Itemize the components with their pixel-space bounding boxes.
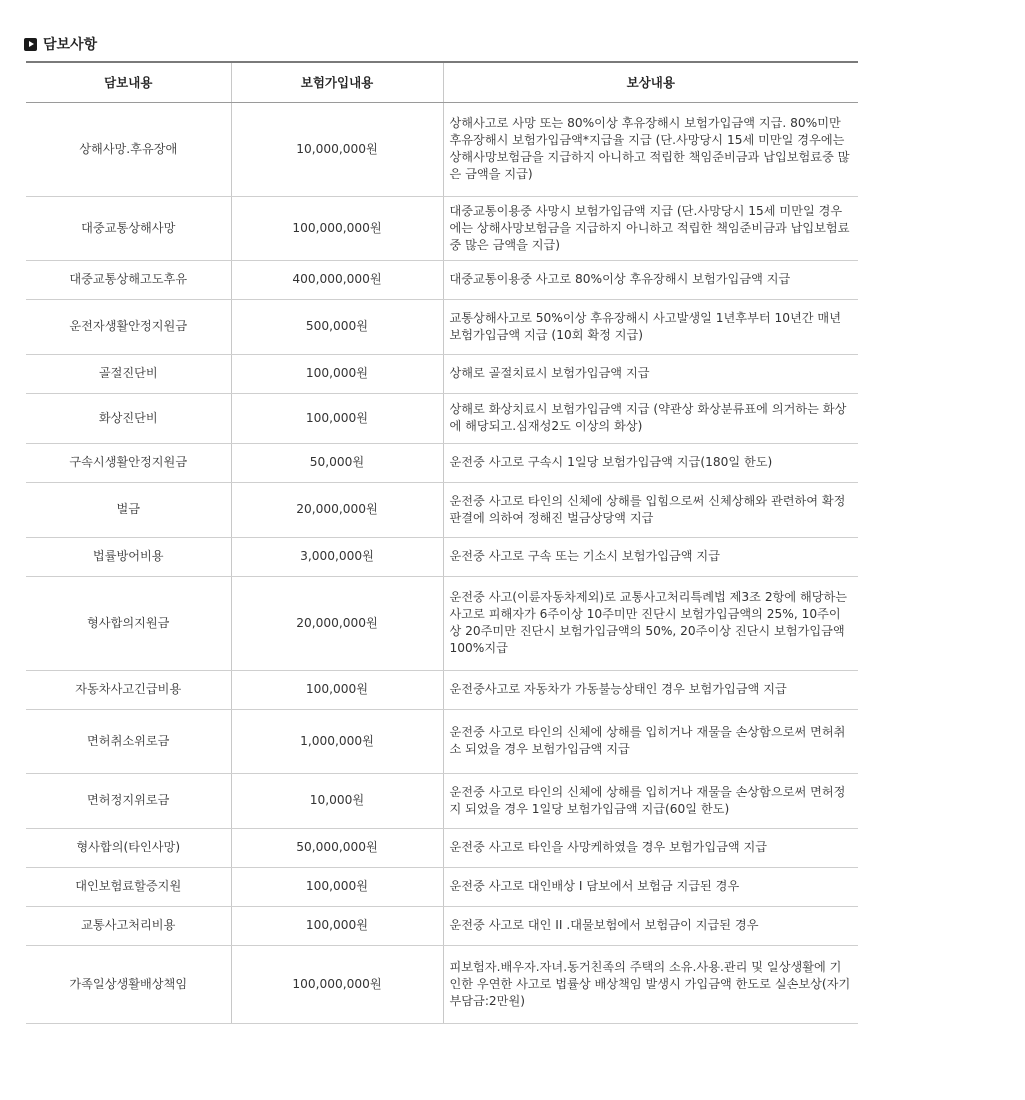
- table-row: [26, 354, 858, 393]
- coverage-description: 대중교통이용중 사망시 보험가입금액 지급 (단.사망당시 15세 미만일 경우에는 상해사망보험금을 지급하지 아니하고 적립한 책임준비금과 납입보험료중 많은 금액을 지급): [443, 196, 858, 260]
- section-title: 담보사항: [43, 37, 98, 53]
- coverage-description: 운전중 사고로 타인을 사망케하였을 경우 보험가입금액 지급: [443, 828, 858, 867]
- coverage-description: 운전중 사고로 구속시 1일당 보험가입금액 지급(180일 한도): [443, 443, 858, 482]
- header-amount: 보험가입내용: [231, 62, 443, 102]
- coverage-description: 운전중 사고로 타인의 신체에 상해를 입히거나 재물을 손상함으로써 면허정지 되었을 경우 1일당 보험가입금액 지급(60일 한도): [443, 773, 858, 828]
- coverage-description: 운전중 사고로 구속 또는 기소시 보험가입금액 지급: [443, 537, 858, 576]
- coverage-name: 면허정지위로금: [26, 773, 231, 828]
- coverage-amount: 10,000,000원: [231, 102, 443, 196]
- table-row: [26, 709, 858, 773]
- coverage-amount: 100,000원: [231, 906, 443, 945]
- coverage-amount: 100,000원: [231, 670, 443, 709]
- coverage-name: 벌금: [26, 482, 231, 537]
- table-row: [26, 867, 858, 906]
- coverage-name: 형사합의지원금: [26, 576, 231, 670]
- coverage-name: 구속시생활안정지원금: [26, 443, 231, 482]
- coverage-description: 피보험자.배우자.자녀.동거친족의 주택의 소유.사용.관리 및 일상생활에 기인한 우연한 사고로 법률상 배상책임 발생시 가입금액 한도로 실손보상(자기부담금:2만원): [443, 945, 858, 1023]
- coverage-description: 운전중 사고로 타인의 신체에 상해를 입히거나 재물을 손상함으로써 면허취소 되었을 경우 보험가입금액 지급: [443, 709, 858, 773]
- coverage-name: 면허취소위로금: [26, 709, 231, 773]
- coverage-amount: 500,000원: [231, 299, 443, 354]
- table-row: [26, 299, 858, 354]
- coverage-description: 운전중사고로 자동차가 가동불능상태인 경우 보험가입금액 지급: [443, 670, 858, 709]
- coverage-name: 화상진단비: [26, 393, 231, 443]
- coverage-name: 상해사망.후유장애: [26, 102, 231, 196]
- coverage-name: 법률방어비용: [26, 537, 231, 576]
- table-row: [26, 773, 858, 828]
- coverage-amount: 100,000,000원: [231, 945, 443, 1023]
- coverage-table: [26, 61, 858, 1024]
- table-row: [26, 537, 858, 576]
- coverage-amount: 1,000,000원: [231, 709, 443, 773]
- coverage-amount: 100,000원: [231, 354, 443, 393]
- coverage-name: 운전자생활안정지원금: [26, 299, 231, 354]
- coverage-description: 상해로 화상치료시 보험가입금액 지급 (약관상 화상분류표에 의거하는 화상에 해당되고.심재성2도 이상의 화상): [443, 393, 858, 443]
- coverage-amount: 20,000,000원: [231, 482, 443, 537]
- coverage-description: 상해사고로 사망 또는 80%이상 후유장해시 보험가입금액 지급. 80%미만 후유장해시 보험가입금액*지급율 지급 (단.사망당시 15세 미만일 경우에는 상해사망보험금을 지급하지 아니하고 적립한 책임준비금과 납입보험료중 많은 금액을 지급): [443, 102, 858, 196]
- coverage-amount: 3,000,000원: [231, 537, 443, 576]
- coverage-name: 대중교통상해사망: [26, 196, 231, 260]
- coverage-name: 대인보험료할증지원: [26, 867, 231, 906]
- header-coverage: 담보내용: [26, 62, 231, 102]
- section-header: [24, 34, 97, 54]
- table-header-row: [26, 62, 858, 102]
- coverage-name: 가족일상생활배상책임: [26, 945, 231, 1023]
- table-row: [26, 828, 858, 867]
- table-row: [26, 196, 858, 260]
- coverage-amount: 400,000,000원: [231, 260, 443, 299]
- coverage-amount: 10,000원: [231, 773, 443, 828]
- coverage-amount: 100,000원: [231, 393, 443, 443]
- table-row: [26, 102, 858, 196]
- play-square-icon: [24, 38, 37, 51]
- coverage-name: 자동차사고긴급비용: [26, 670, 231, 709]
- coverage-description: 대중교통이용중 사고로 80%이상 후유장해시 보험가입금액 지급: [443, 260, 858, 299]
- coverage-amount: 50,000,000원: [231, 828, 443, 867]
- coverage-description: 상해로 골절치료시 보험가입금액 지급: [443, 354, 858, 393]
- coverage-name: 교통사고처리비용: [26, 906, 231, 945]
- table-row: [26, 576, 858, 670]
- table-row: [26, 670, 858, 709]
- coverage-description: 운전중 사고(이륜자동차제외)로 교통사고처리특례법 제3조 2항에 해당하는 사고로 피해자가 6주이상 10주미만 진단시 보험가입금액의 25%, 10주이상 20주미만 진단시 보험가입금액의 50%, 20주이상 진단시 보험가입금액 100%지급: [443, 576, 858, 670]
- table-row: [26, 945, 858, 1023]
- coverage-description: 운전중 사고로 타인의 신체에 상해를 입힘으로써 신체상해와 관련하여 확정판결에 의하여 정해진 벌금상당액 지급: [443, 482, 858, 537]
- table-row: [26, 482, 858, 537]
- coverage-description: 교통상해사고로 50%이상 후유장해시 사고발생일 1년후부터 10년간 매년 보험가입금액 지급 (10회 확정 지급): [443, 299, 858, 354]
- coverage-name: 골절진단비: [26, 354, 231, 393]
- coverage-description: 운전중 사고로 대인 II .대물보험에서 보험금이 지급된 경우: [443, 906, 858, 945]
- table-row: [26, 393, 858, 443]
- coverage-description: 운전중 사고로 대인배상 I 담보에서 보험금 지급된 경우: [443, 867, 858, 906]
- table-row: [26, 260, 858, 299]
- coverage-amount: 100,000,000원: [231, 196, 443, 260]
- coverage-name: 대중교통상해고도후유: [26, 260, 231, 299]
- coverage-amount: 20,000,000원: [231, 576, 443, 670]
- table-row: [26, 443, 858, 482]
- header-benefit: 보상내용: [443, 62, 858, 102]
- coverage-name: 형사합의(타인사망): [26, 828, 231, 867]
- coverage-amount: 100,000원: [231, 867, 443, 906]
- coverage-amount: 50,000원: [231, 443, 443, 482]
- table-row: [26, 906, 858, 945]
